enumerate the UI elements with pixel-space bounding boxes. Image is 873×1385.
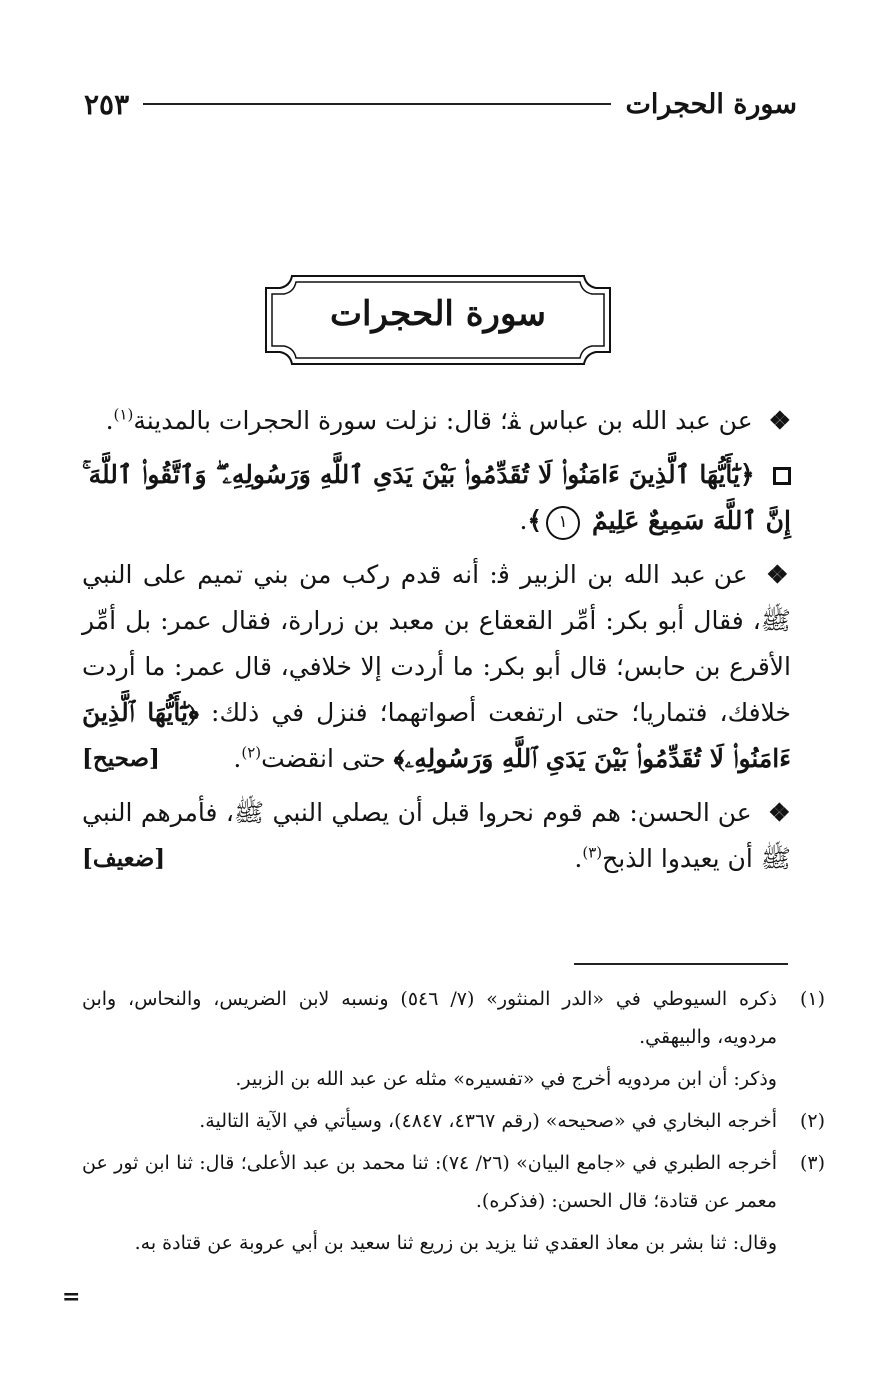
footnote-2 [82, 1102, 825, 1140]
paragraph-tail: حتى انقضت [261, 744, 386, 773]
running-header [84, 84, 797, 124]
continued-mark: = [62, 1284, 81, 1310]
grade-label: [ضعيف] [82, 845, 166, 872]
footnote-text: أخرجه البخاري في «صحيحه» (رقم ٤٣٦٧، ٤٨٤٧)، وسيأتي في الآية التالية. [199, 1110, 777, 1132]
paragraph-end: . [574, 844, 583, 873]
diamond-bullet-icon: ❖ [766, 560, 792, 589]
surah-title-frame [262, 272, 614, 368]
footnote-3-extra: وقال: ثنا بشر بن معاذ العقدي ثنا يزيد بن زريع ثنا سعيد بن أبي عروبة عن قتادة به. [134, 1232, 777, 1254]
surah-title: سورة الحجرات [329, 294, 547, 334]
footnote-3 [82, 1144, 825, 1220]
paragraph-hasan [82, 790, 791, 882]
footnote-number: (١) [799, 988, 825, 1010]
paragraph-verse [82, 452, 791, 544]
verse-close-bracket: ﴾ [393, 744, 405, 773]
square-bullet-icon [773, 467, 791, 485]
quran-verse: يَٰٓأَيُّهَا ٱلَّذِينَ ءَامَنُوا۟ لَا تُقَدِّمُوا۟ بَيْنَ يَدَىِ ٱللَّهِ وَرَسُولِهِۦ ۖ وَٱتَّقُوا۟ ٱللَّهَ ۚ إِنَّ ٱللَّهَ سَمِيعٌ عَلِيمٌ [82, 460, 791, 535]
paragraph-ibn-zubayr [82, 552, 791, 782]
page-number: ٢٥٣ [84, 87, 130, 121]
header-rule [143, 103, 611, 105]
quran-verse: يَٰٓأَيُّهَا ٱلَّذِينَ ءَامَنُوا۟ لَا تُقَدِّمُوا۟ بَيْنَ يَدَىِ ٱللَّهِ وَرَسُولِهِۦ [82, 698, 791, 773]
footnote-1-extra: وذكر: أن ابن مردويه أخرج في «تفسيره» مثله عن عبد الله بن الزبير. [235, 1068, 777, 1090]
grade-label: [صحيح] [82, 745, 160, 772]
main-text [82, 398, 791, 890]
footnote-ref: (٢) [241, 743, 262, 762]
paragraph-end: . [105, 406, 114, 435]
paragraph-end: . [233, 744, 242, 773]
verse-close-bracket: ﴾ [527, 506, 543, 535]
footnote-separator [574, 963, 788, 965]
footnote-ref: (٣) [582, 843, 603, 862]
footnote-1 [82, 980, 825, 1056]
paragraph-end: . [519, 506, 528, 535]
diamond-bullet-icon: ❖ [768, 798, 791, 827]
running-title: سورة الحجرات [625, 88, 797, 120]
paragraph-ibn-abbas [82, 398, 791, 444]
paragraph-text: عن عبد الله بن عباس ﭭ؛ قال: نزلت سورة الحجرات بالمدينة [133, 406, 753, 435]
footnote-number: (٢) [799, 1110, 825, 1132]
verse-open-bracket: ﴿ [740, 460, 755, 489]
ayah-number-marker: ١ [546, 506, 580, 540]
footnote-text: ذكره السيوطي في «الدر المنثور» (٧/ ٥٤٦) ونسبه لابن الضريس، والنحاس، وابن مردويه، والبيهقي. [82, 988, 777, 1048]
footnotes [82, 980, 825, 1266]
footnote-text: أخرجه الطبري في «جامع البيان» (٢٦/ ٧٤): ثنا محمد بن عبد الأعلى؛ قال: ثنا ابن ثور عن معمر عن قتادة؛ قال الحسن: (فذكره). [82, 1152, 777, 1212]
footnote-ref: (١) [113, 405, 134, 424]
diamond-bullet-icon: ❖ [768, 406, 791, 435]
verse-open-bracket: ﴿ [187, 698, 199, 727]
footnote-number: (٣) [799, 1152, 825, 1174]
paragraph-text: عن الحسن: هم قوم نحروا قبل أن يصلي النبي ﷺ، فأمرهم النبي ﷺ أن يعيدوا الذبح [82, 798, 791, 873]
paragraph-text: عن عبد الله بن الزبير ﭬ: أنه قدم ركب من بني تميم على النبي ﷺ، فقال أبو بكر: أمِّر القعقاع بن معبد بن زرارة، فقال عمر: بل أمِّر الأقرع بن حابس؛ قال أبو بكر: ما أردت إلا خلافي، قال عمر: ما أردت خلافك، فتماريا؛ حتى ارتفعت أصواتهما؛ فنزل في ذلك: [82, 560, 791, 727]
